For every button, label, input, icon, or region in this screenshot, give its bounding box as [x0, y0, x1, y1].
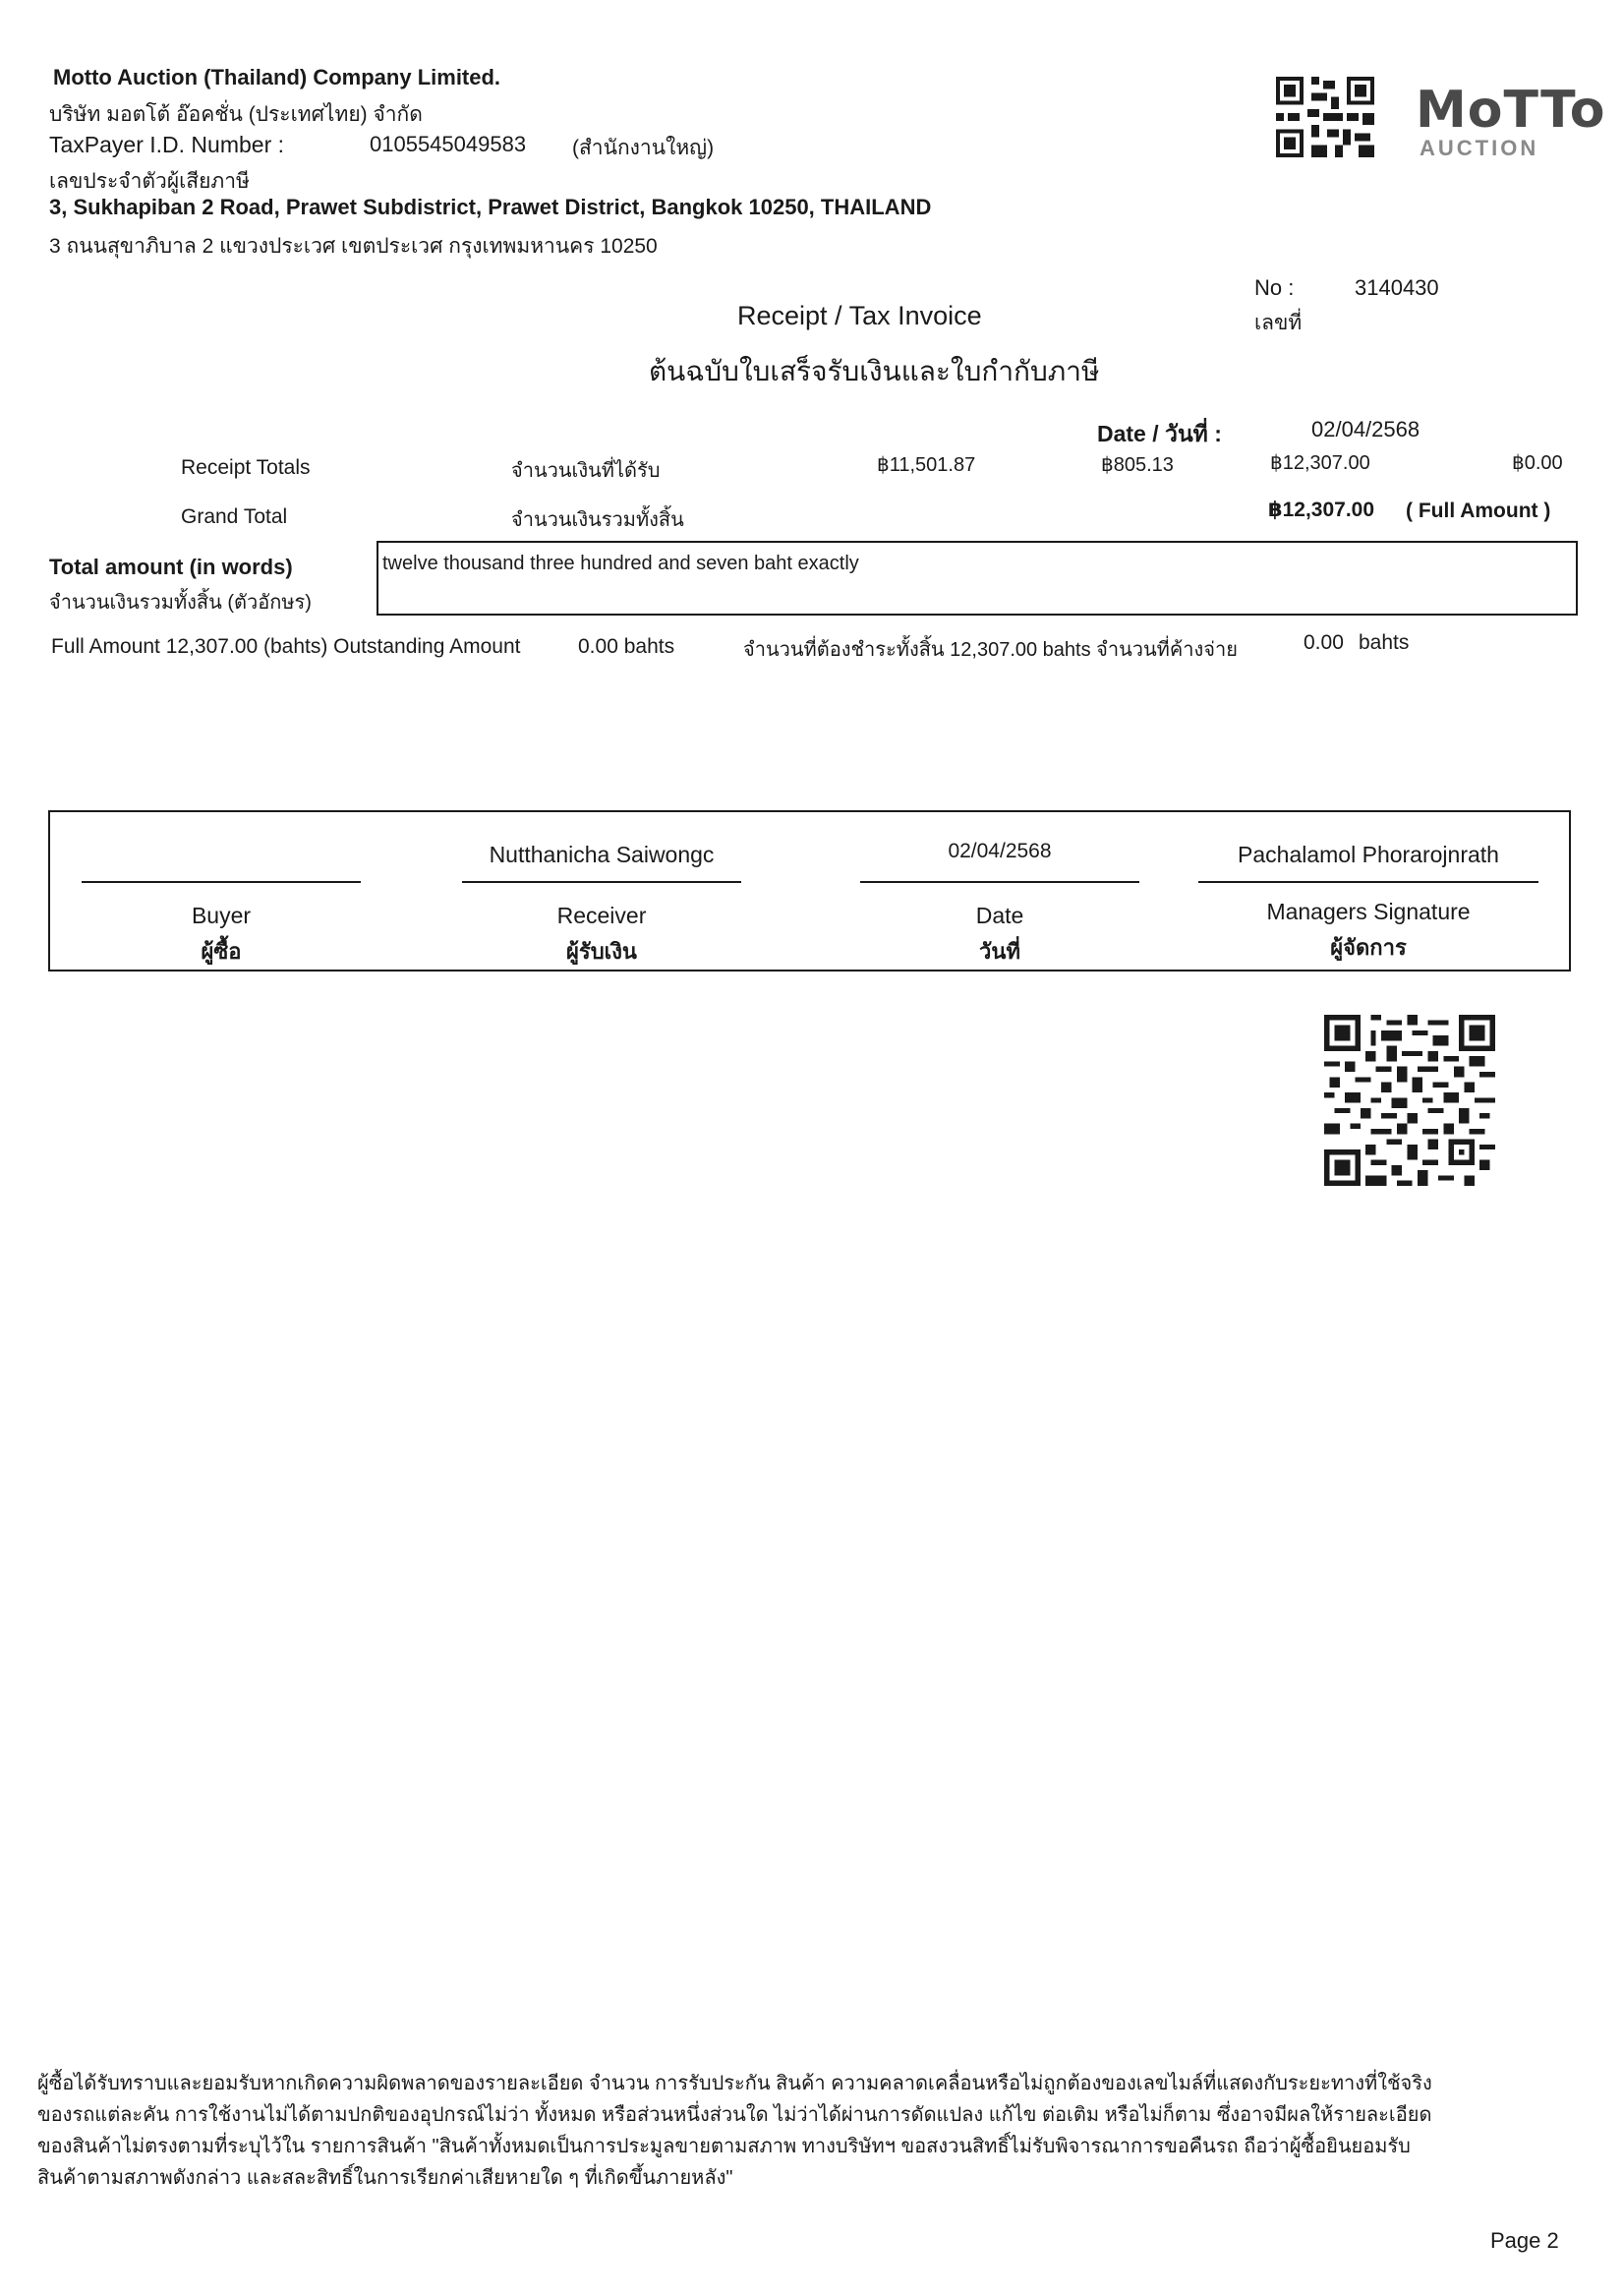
taxpayer-note: (สำนักงานใหญ่): [572, 137, 715, 159]
company-address-en: 3, Sukhapiban 2 Road, Prawet Subdistrict, Prawet District, Bangkok 10250, THAILAND: [49, 195, 932, 219]
doc-no-value: 3140430: [1355, 275, 1439, 300]
auction-logo-text: AUCTION: [1420, 136, 1539, 160]
signature-line: [1198, 881, 1538, 883]
disclaimer-line: ผู้ซื้อได้รับทราบและยอมรับหากเกิดความผิดพลาดของรายละเอียด จำนวน การรับประกัน สินค้า ความคลาดเคลื่อนหรือไม่ถูกต้องของเลขไมล์ที่แสดงกับระยะทางที่ใช้จริง: [37, 2073, 1432, 2094]
signature-label-en: Managers Signature: [1266, 899, 1471, 924]
words-label-en: Total amount (in words): [49, 555, 293, 579]
receipt-totals-label: Receipt Totals: [181, 456, 311, 479]
signature-label-en: Buyer: [191, 903, 252, 928]
signature-line: [462, 881, 741, 883]
taxpayer-label-th: เลขประจำตัวผู้เสียภาษี: [49, 170, 250, 193]
other-amount: ฿0.00: [1512, 452, 1563, 474]
date-value: 02/04/2568: [1311, 417, 1420, 442]
summary-th-unit: bahts: [1359, 631, 1410, 654]
summary-th: จำนวนที่ต้องชำระทั้งสิ้น 12,307.00 bahts จำนวนที่ค้างจ่าย: [743, 639, 1238, 661]
disclaimer-line: ของรถแต่ละคัน การใช้งานไม่ได้ตามปกติของอุปกรณ์ไม่ว่า ทั้งหมด หรือส่วนหนึ่งส่วนใด ไม่ว่าได้ผ่านการดัดแปลง แก้ไข ต่อเติม หรือไม่ก็ตาม ซึ่งอาจมีผลให้รายละเอียด: [37, 2104, 1432, 2126]
summary-en: Full Amount 12,307.00 (bahts) Outstanding Amount: [51, 635, 521, 658]
company-name-en: Motto Auction (Thailand) Company Limited.: [53, 65, 501, 89]
date-label: Date / วันที่ :: [1097, 421, 1222, 446]
words-label-th: จำนวนเงินรวมทั้งสิ้น (ตัวอักษร): [49, 592, 312, 614]
doc-title-th: ต้นฉบับใบเสร็จรับเงินและใบกำกับภาษี: [649, 356, 1100, 386]
grand-total-note: ( Full Amount ): [1406, 500, 1551, 522]
document-qr-code: [1323, 1015, 1496, 1186]
amount-before-vat: ฿11,501.87: [877, 454, 976, 476]
motto-logo-text: MoTTo: [1416, 81, 1606, 140]
signature-label-th: ผู้จัดการ: [1330, 935, 1407, 960]
summary-en-outstanding: 0.00 bahts: [578, 635, 675, 658]
signature-receiver: [462, 812, 741, 970]
taxpayer-label: TaxPayer I.D. Number :: [49, 132, 285, 157]
words-box: [377, 541, 1578, 616]
signature-box: [48, 810, 1571, 971]
summary-th-outstanding: 0.00: [1304, 631, 1344, 654]
grand-total-label: Grand Total: [181, 505, 288, 528]
grand-total-value: ฿12,307.00: [1268, 499, 1375, 521]
doc-title-en: Receipt / Tax Invoice: [737, 301, 982, 330]
page-number: Page 2: [1490, 2228, 1559, 2253]
signature-line: [860, 881, 1139, 883]
signature-label-en: Receiver: [556, 903, 647, 928]
signature-label-th: ผู้ซื้อ: [201, 939, 242, 964]
signature-buyer: [82, 812, 361, 970]
total-amount: ฿12,307.00: [1270, 452, 1370, 474]
disclaimer-line: สินค้าตามสภาพดังกล่าว และสละสิทธิ์ในการเรียกค่าเสียหายใด ๆ ที่เกิดขึ้นภายหลัง": [37, 2167, 733, 2189]
taxpayer-id: 0105545049583: [370, 132, 527, 156]
header-qr-code: [1276, 77, 1374, 157]
signature-label-th: วันที่: [979, 939, 1020, 964]
vat-amount: ฿805.13: [1101, 454, 1174, 476]
signature-value: 02/04/2568: [948, 840, 1052, 862]
words-value: twelve thousand three hundred and seven baht exactly: [382, 553, 859, 574]
signature-label-th: ผู้รับเงิน: [566, 939, 637, 964]
company-address-th: 3 ถนนสุขาภิบาล 2 แขวงประเวศ เขตประเวศ กรุงเทพมหานคร 10250: [49, 235, 658, 258]
doc-no-label: No :: [1254, 275, 1295, 300]
signature-line: [82, 881, 361, 883]
doc-no-label-th: เลขที่: [1254, 312, 1303, 334]
signature-date: [860, 812, 1139, 970]
receipt-totals-label-th: จำนวนเงินที่ได้รับ: [511, 460, 661, 482]
company-name-th: บริษัท มอตโต้ อ๊อคชั่น (ประเทศไทย) จำกัด: [49, 103, 423, 126]
signature-value: Pachalamol Phorarojnrath: [1238, 842, 1499, 867]
signature-manager: [1198, 812, 1538, 970]
disclaimer-line: ของสินค้าไม่ตรงตามที่ระบุไว้ใน รายการสินค้า "สินค้าทั้งหมดเป็นการประมูลขายตามสภาพ ทางบริษัทฯ ขอสงวนสิทธิ์ไม่รับพิจารณาการขอคืนรถ ถือว่าผู้ซื้อยินยอมรับ: [37, 2136, 1411, 2157]
signature-label-en: Date: [975, 903, 1024, 928]
signature-value: Nutthanicha Saiwongc: [489, 842, 715, 867]
grand-total-label-th: จำนวนเงินรวมทั้งสิ้น: [511, 509, 684, 531]
